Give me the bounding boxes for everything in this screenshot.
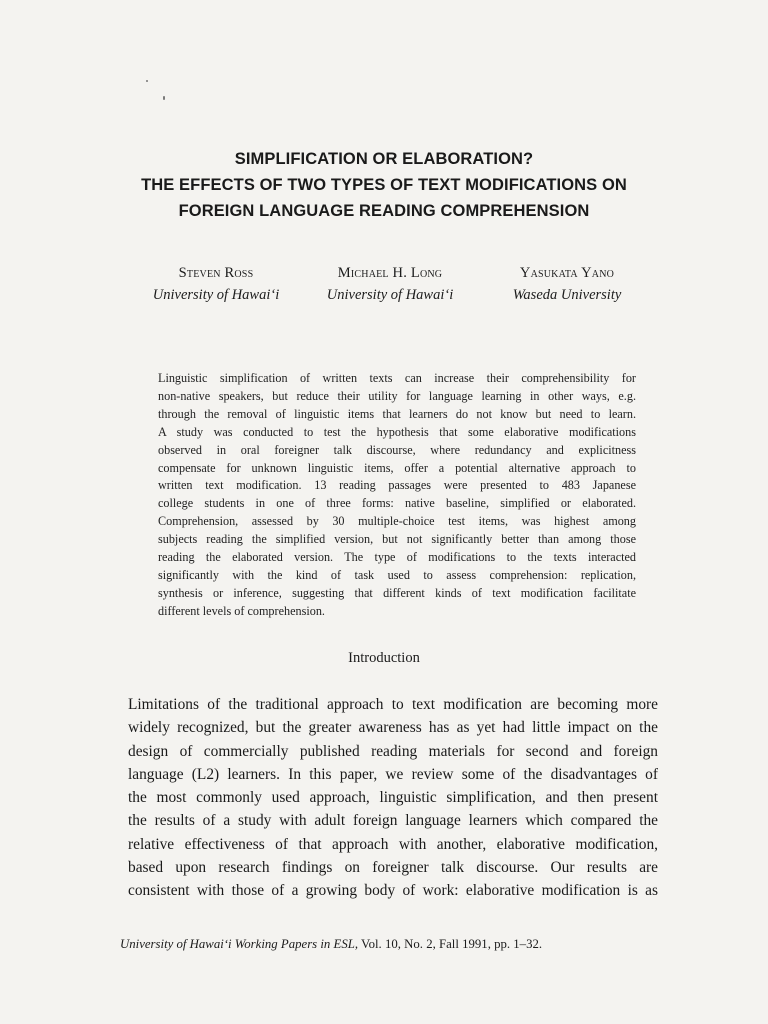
body-line: the most commonly used approach, linguistic simplification, and then present bbox=[128, 789, 658, 807]
section-heading: Introduction bbox=[348, 650, 420, 666]
author-affiliation: Waseda University bbox=[512, 287, 622, 303]
abstract-line: Linguistic simplification of written texts can increase their comprehensibility for bbox=[158, 371, 636, 385]
abstract-line: compensate for unknown linguistic items, offer a potential alternative approach to bbox=[158, 460, 636, 475]
journal-name: University of Hawai‘i Working Papers in ESL, bbox=[120, 937, 359, 951]
abstract-line: A study was conducted to test the hypothesis that some elaborative modifications bbox=[158, 424, 636, 439]
abstract-line: synthesis or inference, suggesting that different kinds of text modification facilitate bbox=[158, 585, 636, 600]
body-line: language (L2) learners. In this paper, we review some of the disadvantages of bbox=[128, 765, 658, 783]
scan-speck bbox=[163, 96, 165, 100]
body-paragraph bbox=[128, 693, 658, 903]
paper-title bbox=[60, 146, 708, 224]
abstract-line: non-native speakers, but reduce their utility for language learning in other ways, e.g. bbox=[158, 388, 636, 403]
author-affiliation: University of Hawai‘i bbox=[326, 287, 454, 303]
author-affiliation: University of Hawai‘i bbox=[152, 287, 280, 303]
body-line: relative effectiveness of that approach with another, elaborative modification, bbox=[128, 835, 658, 853]
body-line: design of commercially published reading materials for second and foreign bbox=[128, 742, 658, 760]
abstract-line: reading the elaborated version. The type of modifications to the texts interacted bbox=[158, 550, 636, 565]
body-line: Limitations of the traditional approach to text modification are becoming more bbox=[128, 696, 658, 713]
author-name: Yasukata Yano bbox=[519, 265, 615, 281]
title-line: SIMPLIFICATION OR ELABORATION? bbox=[234, 150, 534, 168]
abstract-line: Comprehension, assessed by 30 multiple-choice test items, was highest among bbox=[158, 514, 636, 529]
abstract-line: written text modification. 13 reading passages were presented to 483 Japanese bbox=[158, 478, 636, 493]
abstract-line: different levels of comprehension. bbox=[158, 603, 325, 618]
abstract-line: observed in oral foreigner talk discourse, where redundancy and explicitness bbox=[158, 442, 636, 457]
body-line: widely recognized, but the greater awareness has as yet had little impact on the bbox=[128, 719, 658, 737]
body-line: the results of a study with adult foreign language learners which compared the bbox=[128, 812, 658, 830]
scan-speck bbox=[146, 80, 148, 82]
title-line: FOREIGN LANGUAGE READING COMPREHENSION bbox=[178, 202, 590, 220]
citation-details: Vol. 10, No. 2, Fall 1991, pp. 1–32. bbox=[358, 937, 543, 951]
author-block bbox=[0, 262, 768, 312]
author-name: Michael H. Long bbox=[337, 265, 443, 281]
citation-footer bbox=[120, 935, 680, 953]
abstract-line: subjects reading the simplified version, but not significantly better than among those bbox=[158, 532, 636, 547]
author bbox=[467, 262, 667, 306]
body-line: consistent with those of a growing body of work: elaborative modification is as bbox=[128, 882, 658, 900]
title-line: THE EFFECTS OF TWO TYPES OF TEXT MODIFICATIONS ON bbox=[141, 176, 627, 194]
abstract bbox=[158, 370, 636, 621]
author bbox=[116, 262, 316, 306]
author bbox=[290, 262, 490, 306]
author-name: Steven Ross bbox=[178, 265, 254, 281]
body-line: based upon research findings on foreigner talk discourse. Our results are bbox=[128, 859, 658, 877]
abstract-line: significantly with the kind of task used to assess comprehension: replication, bbox=[158, 567, 636, 582]
abstract-line: through the removal of linguistic items that learners do not know but need to learn. bbox=[158, 406, 636, 421]
abstract-line: college students in one of three forms: native baseline, simplified or elaborated. bbox=[158, 496, 636, 511]
